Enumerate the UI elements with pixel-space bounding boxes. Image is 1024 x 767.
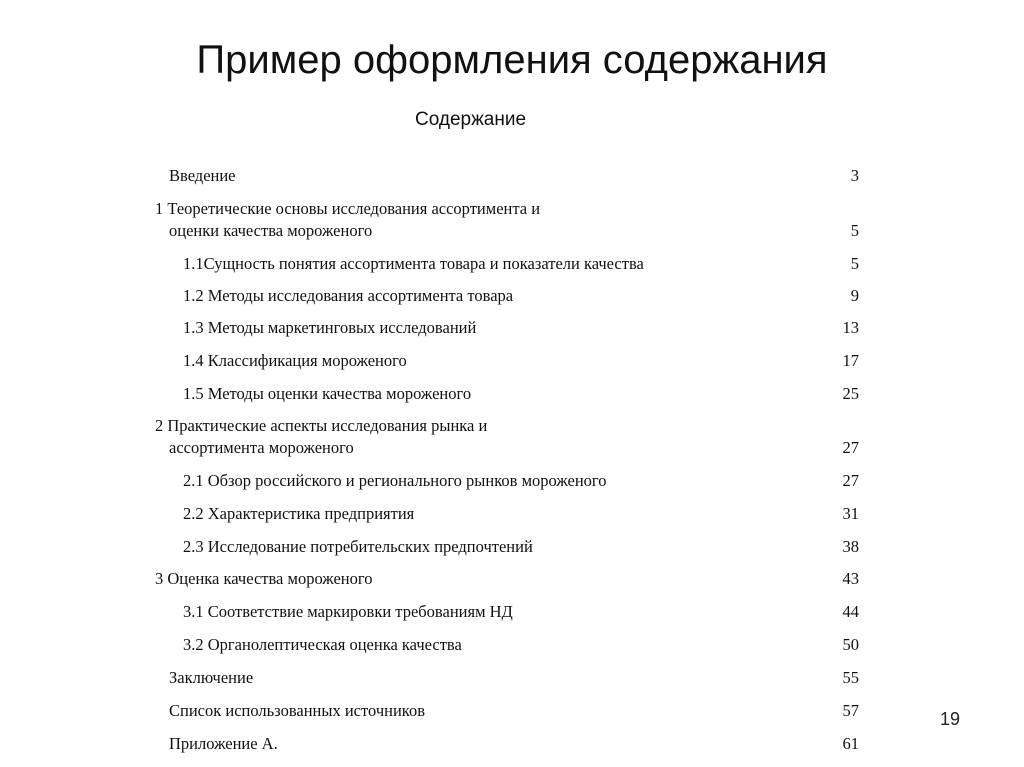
toc-entry-label: 1.3 Методы маркетинговых исследований (183, 318, 477, 337)
slide-number: 19 (940, 709, 961, 729)
toc-entry-page: 55 (842, 668, 859, 687)
toc-entry-label-continued: ассортимента мороженого (169, 438, 354, 457)
toc-entry-page: 61 (842, 734, 859, 753)
toc-heading: Содержание (415, 109, 527, 130)
toc-entry-label: 3.2 Органолептическая оценка качества (183, 635, 462, 654)
toc-entry-page: 13 (842, 318, 859, 337)
toc-entry-label: 1.4 Классификация мороженого (183, 351, 407, 370)
toc-entry-page: 3 (850, 166, 859, 185)
toc-entry-label-continued: оценки качества мороженого (169, 221, 373, 240)
toc-entry-page: 38 (842, 537, 859, 556)
toc-entry-label: 2.3 Исследование потребительских предпочтений (183, 537, 533, 556)
toc-entry-label: 1.1Сущность понятия ассортимента товара и показатели качества (183, 254, 644, 273)
toc-entry-page: 57 (842, 701, 859, 720)
toc-entry-label: 3.1 Соответствие маркировки требованиям НД (183, 602, 513, 621)
toc-entry-label: Введение (169, 166, 236, 185)
toc-entry-label: 1 Теоретические основы исследования ассортимента и (155, 199, 541, 218)
toc-entry-page: 25 (842, 384, 859, 403)
toc-entry-page: 17 (842, 351, 859, 370)
toc-entry-page: 5 (850, 221, 859, 240)
toc-entry-label: 1.5 Методы оценки качества мороженого (183, 384, 472, 403)
toc-entry-page: 44 (842, 602, 859, 621)
toc-entry-page: 50 (842, 635, 859, 654)
slide-title: Пример оформления содержания (196, 38, 828, 82)
toc-entry-page: 31 (842, 504, 859, 523)
toc-entry-label: 2.2 Характеристика предприятия (183, 504, 415, 523)
toc-entry-page: 43 (842, 569, 859, 588)
toc-entry-page: 27 (842, 471, 859, 490)
toc-entry-page: 9 (850, 286, 859, 305)
toc-entry-label: 3 Оценка качества мороженого (155, 569, 373, 588)
toc-entry-page: 27 (842, 438, 859, 457)
toc-entry-label: 1.2 Методы исследования ассортимента товара (183, 286, 514, 305)
toc-entry-label: Заключение (169, 668, 254, 687)
toc-entry-label: 2 Практические аспекты исследования рынка и (155, 416, 488, 435)
toc-entry-label: Список использованных источников (169, 701, 425, 720)
toc-entry-page: 5 (850, 254, 859, 273)
toc-entry-label: Приложение А. (169, 734, 278, 753)
toc-entry-label: 2.1 Обзор российского и регионального рынков мороженого (183, 471, 607, 490)
